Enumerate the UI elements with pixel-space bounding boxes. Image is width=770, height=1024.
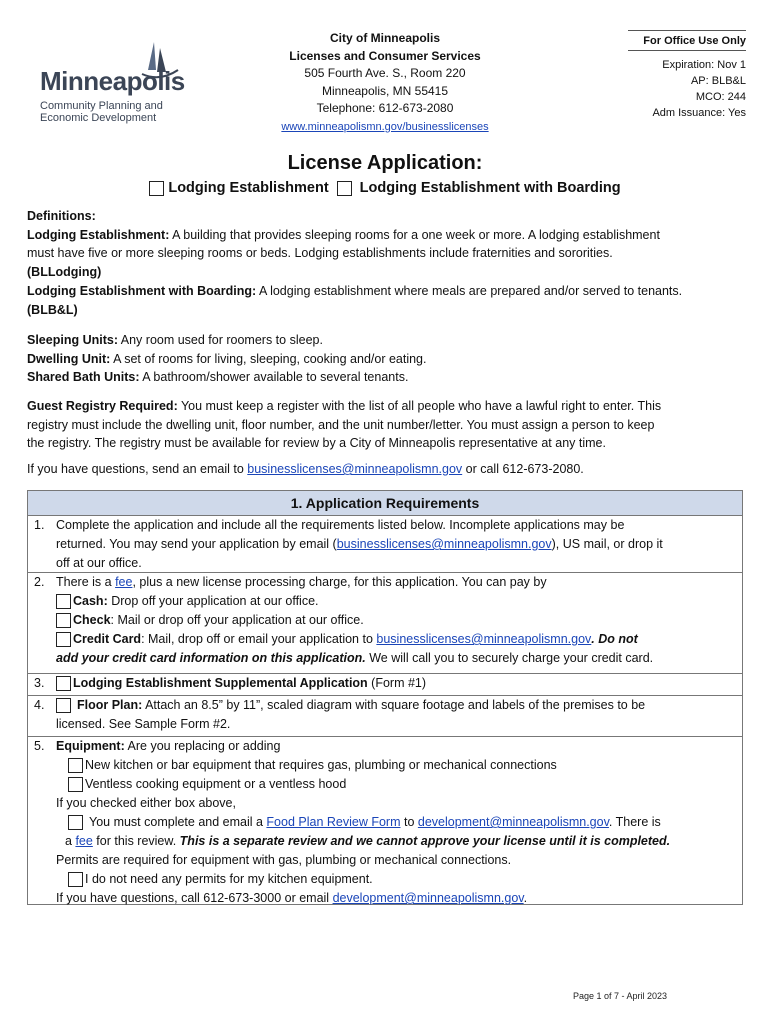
definitions-heading: Definitions: xyxy=(27,209,96,223)
requirement-row-2: 2. There is a fee, plus a new license processing charge, for this application. You can pay by Cash: Drop off your application at our office. Check: Mail or drop off your application at our office. Credit Card: Mail, drop off or email your application to businesslicenses@minneapolismn.gov. Do not add your credit card information on this application. We will call you to securely charge your credit card. xyxy=(28,573,742,674)
requirement-row-3: 3. Lodging Establishment Supplemental Application (Form #1) xyxy=(28,674,742,696)
page-title: License Application: xyxy=(287,152,483,174)
requirement-row-5: 5. Equipment: Are you replacing or adding New kitchen or bar equipment that requires gas, plumbing or mechanical connections Ventless cooking equipment or a ventless hood If you checked either box above, You must complete and email a Food Plan Review Form to development@minneapolismn.gov. There is a fee for this review. This is a separate review and we cannot approve your license until it is completed. Permits are required for equipment with gas, plumbing or mechanical connections. I do not need any permits for my kitchen equipment. If you have questions, call 612-673-3000 or email development@minneapolismn.gov. xyxy=(34,739,671,905)
office-adm: Adm Issuance: Yes xyxy=(652,107,746,119)
new-equipment-checkbox[interactable] xyxy=(68,758,83,773)
cash-checkbox[interactable] xyxy=(56,594,71,609)
no-permits-checkbox[interactable] xyxy=(68,872,83,887)
unit-definitions: Sleeping Units: Any room used for roomers to sleep. Dwelling Unit: A set of rooms for living, sleeping, cooking and/or eating. Shared Bath Units: A bathroom/shower available to several tenants. xyxy=(27,333,427,385)
logo-wordmark: Minneapolis xyxy=(40,66,185,96)
website-link[interactable]: www.minneapolismn.gov/businesslicenses xyxy=(281,120,489,133)
review-fee-link[interactable]: fee xyxy=(75,834,93,848)
lodging-label: Lodging Establishment xyxy=(168,180,329,196)
fee-link[interactable]: fee xyxy=(115,575,133,589)
office-use-box xyxy=(628,30,746,121)
food-plan-checkbox[interactable] xyxy=(68,815,83,830)
header-contact xyxy=(230,30,540,136)
boarding-label: Lodging Establishment with Boarding xyxy=(359,180,621,196)
office-mco: MCO: 244 xyxy=(695,91,746,103)
floor-plan-checkbox[interactable] xyxy=(56,698,71,713)
food-plan-form-link[interactable]: Food Plan Review Form xyxy=(266,815,401,829)
ventless-checkbox[interactable] xyxy=(68,777,83,792)
address-line-2: Minneapolis, MN 55415 xyxy=(321,83,449,98)
telephone: Telephone: 612-673-2080 xyxy=(316,101,454,115)
questions-line: If you have questions, send an email to businesslicenses@minneapolismn.gov or call 612-673-2080. xyxy=(27,462,584,476)
development-email-link[interactable]: development@minneapolismn.gov xyxy=(417,815,609,829)
business-licenses-email-link[interactable]: businesslicenses@minneapolismn.gov xyxy=(247,462,463,476)
logo-subtitle: Community Planning and Economic Development xyxy=(40,100,163,124)
office-ap: AP: BLB&L xyxy=(690,75,746,87)
requirements-heading: 1. Application Requirements xyxy=(28,491,742,516)
supplemental-app-checkbox[interactable] xyxy=(56,676,71,691)
guest-registry-section: Guest Registry Required: You must keep a register with the list of all people who have a lawful right to enter. This registry must include the dwelling unit, floor number, and the unit number/letter. You must assign a person to keep the registry. The registry must be available for review by a City of Minneapolis representative at any time. xyxy=(27,399,662,451)
address-line-1: 505 Fourth Ave. S., Room 220 xyxy=(304,66,466,80)
development-email-link-2[interactable]: development@minneapolismn.gov xyxy=(332,891,524,905)
division-name: Licenses and Consumer Services xyxy=(289,48,481,63)
page-footer: Page 1 of 7 - April 2023 xyxy=(573,991,668,1001)
requirement-row-4: 4. Floor Plan: Attach an 8.5” by 11”, scaled diagram with square footage and labels of the premises to be licensed. See Sample Form #2. xyxy=(28,696,742,737)
r1-email-link[interactable]: businesslicenses@minneapolismn.gov xyxy=(336,537,552,551)
dept-name: City of Minneapolis xyxy=(329,31,440,45)
credit-card-checkbox[interactable] xyxy=(56,632,71,647)
office-use-title: For Office Use Only xyxy=(628,31,746,51)
office-expiration: Expiration: Nov 1 xyxy=(662,59,746,71)
lodging-checkbox[interactable] xyxy=(149,181,164,196)
license-type-options xyxy=(0,180,770,196)
check-checkbox[interactable] xyxy=(56,613,71,628)
cc-email-link[interactable]: businesslicenses@minneapolismn.gov xyxy=(376,632,592,646)
definitions-section: Definitions: Lodging Establishment: A building that provides sleeping rooms for a one week or more. A lodging establishment must have five or more sleeping rooms or beds. Lodging establishments include fraternities and sororities. (BLLodging) Lodging Establishment with Boarding: A lodging establishment where meals are prepared and/or served to tenants. (BLB&L) xyxy=(27,207,747,319)
requirements-table xyxy=(27,490,743,905)
boarding-checkbox[interactable] xyxy=(337,181,352,196)
requirement-row-1: 1. Complete the application and include all the requirements listed below. Incomplete applications may be returned. You may send your application by email (businesslicenses@minneapolismn.gov), US mail, or drop it off at our office. xyxy=(28,516,742,573)
